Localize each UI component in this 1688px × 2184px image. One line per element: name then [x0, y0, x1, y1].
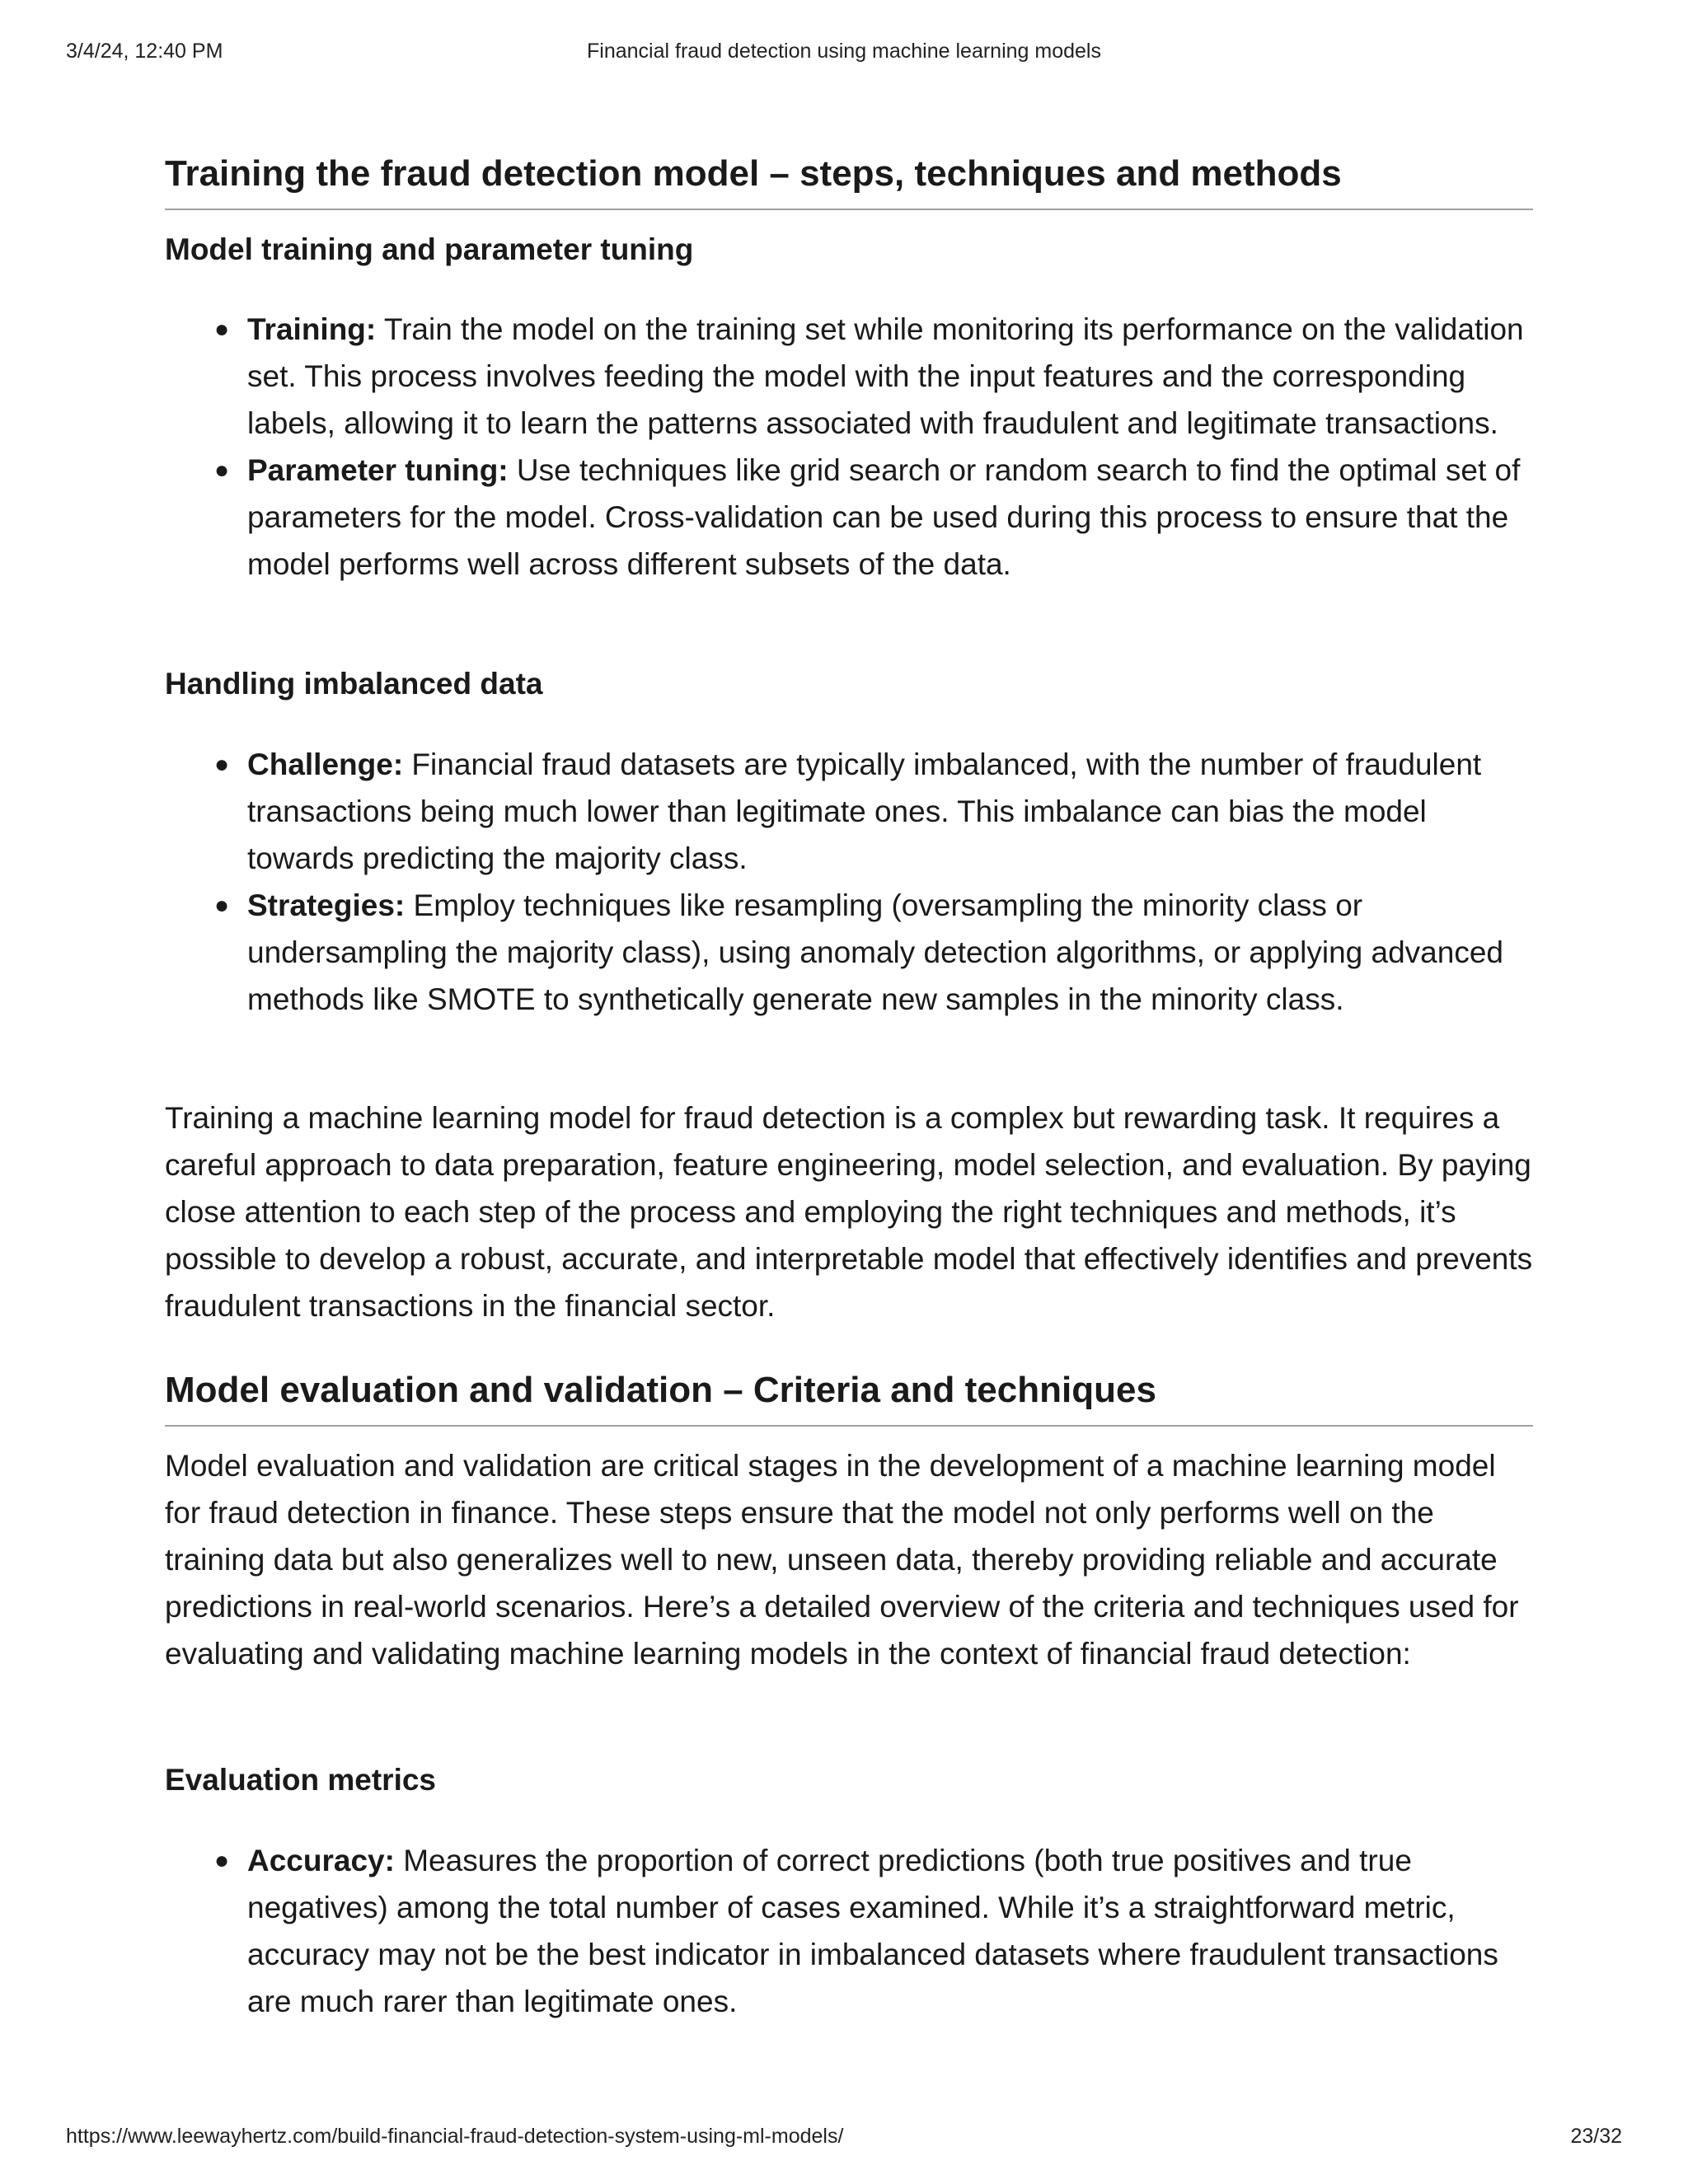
subheading-model-training: Model training and parameter tuning — [165, 232, 694, 266]
list-item — [165, 882, 1533, 1023]
print-footer — [66, 2125, 1622, 2154]
bullet-icon: ● — [214, 751, 230, 778]
list-item-text: Train the model on the training set while monitoring its performance on the validation set. This process involves feeding the model with the input features and the corresponding labels, allowing it to learn the patterns associated with fraudulent and legitimate transactions. — [247, 312, 1524, 440]
bullet-icon: ● — [214, 316, 230, 343]
bullet-icon: ● — [214, 892, 230, 919]
closing-paragraph: Training a machine learning model for fraud detection is a complex but rewarding task. It requires a careful approach to data preparation, feature engineering, model selection, and evaluation. By paying close attention to each step of the process and employing the right techniques and methods, it’s possible to develop a robust, accurate, and interpretable model that effectively identifies and prevents fraudulent transactions in the financial sector. — [165, 1101, 1533, 1323]
list-item-term: Challenge: — [247, 748, 404, 781]
print-datetime: 3/4/24, 12:40 PM — [66, 40, 223, 63]
subheading-evaluation-metrics: Evaluation metrics — [165, 1763, 437, 1797]
list-item — [165, 741, 1533, 882]
list-item-text: Employ techniques like resampling (oversampling the minority class or undersampling the majority class), using anomaly detection algorithms, or applying advanced methods like SMOTE to synthetically generate new samples in the minority class. — [247, 888, 1503, 1016]
section-heading-training: Training the fraud detection model – steps, techniques and methods — [165, 151, 1533, 210]
bullet-list-model-training — [165, 306, 1533, 588]
list-item-text: Measures the proportion of correct predictions (both true positives and true negatives) among the total number of cases examined. While it’s a straightforward metric, accuracy may not be the best indicator in imbalanced datasets where fraudulent transactions are much rarer than legitimate ones. — [247, 1844, 1498, 2018]
subheading-imbalanced-data: Handling imbalanced data — [165, 667, 543, 701]
list-item — [165, 447, 1533, 588]
print-page-title: Financial fraud detection using machine learning models — [587, 40, 1101, 63]
list-item-text: Use techniques like grid search or random search to find the optimal set of parameters for the model. Cross-validation can be used during this process to ensure that the model performs well across different subsets of the data. — [247, 453, 1521, 581]
bullet-list-evaluation-metrics — [165, 1837, 1533, 2025]
print-header — [66, 40, 1622, 69]
intro-paragraph: Model evaluation and validation are critical stages in the development of a machine learning model for fraud detection in finance. These steps ensure that the model not only performs well on the training data but also generalizes well to new, unseen data, thereby providing reliable and accurate predictions in real-world scenarios. Here’s a detailed overview of the criteria and techniques used for evaluating and validating machine learning models in the context of financial fraud detection: — [165, 1449, 1519, 1671]
print-page-number: 23/32 — [1570, 2125, 1622, 2148]
list-item-term: Accuracy: — [247, 1844, 395, 1877]
bullet-icon: ● — [214, 1847, 230, 1874]
list-item-term: Training: — [247, 312, 377, 346]
list-item — [165, 1837, 1533, 2025]
bullet-list-imbalanced-data — [165, 741, 1533, 1023]
bullet-icon: ● — [214, 457, 230, 484]
section-heading-evaluation: Model evaluation and validation – Criteria and techniques — [165, 1367, 1533, 1427]
list-item-text: Financial fraud datasets are typically imbalanced, with the number of fraudulent transactions being much lower than legitimate ones. This imbalance can bias the model towards predicting the majority class. — [247, 748, 1482, 875]
list-item-term: Parameter tuning: — [247, 453, 509, 487]
list-item-term: Strategies: — [247, 888, 406, 922]
list-item — [165, 306, 1533, 447]
print-url: https://www.leewayhertz.com/build-financial-fraud-detection-system-using-ml-models/ — [66, 2125, 844, 2148]
